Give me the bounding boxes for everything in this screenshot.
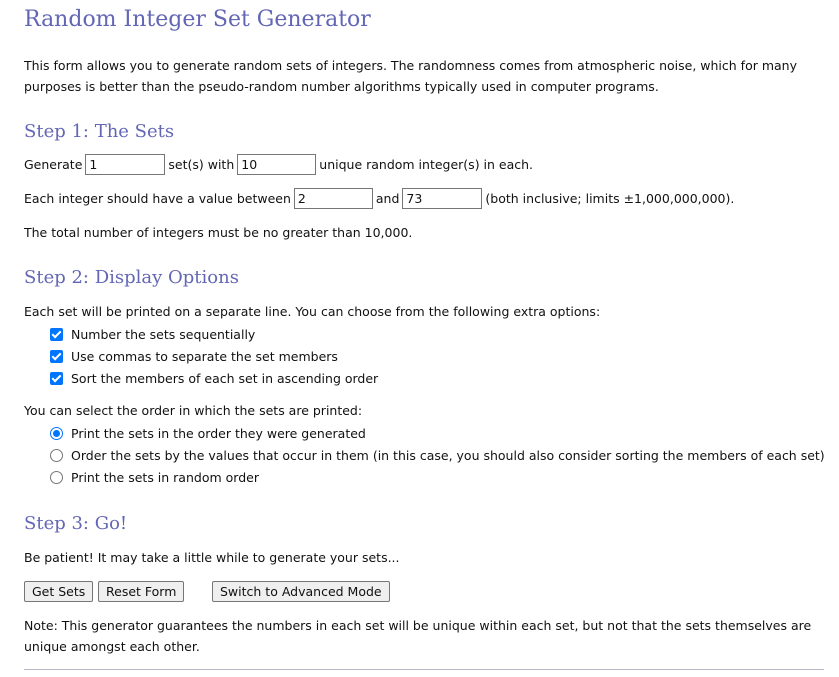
- integers-per-set-input[interactable]: [237, 154, 316, 175]
- page-title: Random Integer Set Generator: [24, 7, 371, 32]
- sets-count-input[interactable]: [85, 154, 165, 175]
- order-intro: You can select the order in which the sets are printed:: [24, 403, 363, 418]
- range-and-label: and: [375, 190, 400, 206]
- checkbox-checked-icon[interactable]: [50, 372, 63, 385]
- order-generated-option[interactable]: [50, 422, 366, 444]
- step3-heading: Step 3: Go!: [24, 513, 128, 534]
- radio-selected-icon[interactable]: [50, 427, 63, 440]
- max-value-input[interactable]: [402, 188, 482, 209]
- number-sets-option[interactable]: [50, 323, 255, 345]
- divider: [24, 669, 824, 670]
- order-generated-label: Print the sets in the order they were generated: [71, 425, 366, 441]
- order-by-values-label: Order the sets by the values that occur in them (in this case, you should also consider sorting the members of each set): [71, 447, 825, 463]
- order-random-label: Print the sets in random order: [71, 469, 259, 485]
- unique-integers-label: unique random integer(s) in each.: [319, 156, 534, 172]
- radio-unselected-icon[interactable]: [50, 471, 63, 484]
- min-value-input[interactable]: [294, 188, 373, 209]
- range-row: [24, 186, 734, 210]
- radio-unselected-icon[interactable]: [50, 449, 63, 462]
- intro-text: This form allows you to generate random sets of integers. The randomness comes from atmospheric noise, which for many purposes is better than the pseudo-random number algorithms typically used in computer programs.: [24, 58, 797, 94]
- use-commas-label: Use commas to separate the set members: [71, 348, 338, 364]
- use-commas-option[interactable]: [50, 345, 338, 367]
- total-limit-note: The total number of integers must be no greater than 10,000.: [24, 225, 413, 240]
- sort-members-option[interactable]: [50, 367, 378, 389]
- get-sets-button[interactable]: Get Sets: [24, 581, 93, 602]
- step2-heading: Step 2: Display Options: [24, 267, 239, 288]
- checkbox-checked-icon[interactable]: [50, 328, 63, 341]
- order-random-option[interactable]: [50, 466, 259, 488]
- number-sets-label: Number the sets sequentially: [71, 326, 256, 342]
- uniqueness-note: Note: This generator guarantees the numbers in each set will be unique within each set, but not that the sets themselves are unique amongst each other.: [24, 618, 812, 654]
- step1-heading: Step 1: The Sets: [24, 121, 175, 142]
- patience-text: Be patient! It may take a little while to generate your sets...: [24, 550, 400, 565]
- range-limits-label: (both inclusive; limits ±1,000,000,000).: [485, 190, 735, 206]
- order-by-values-option[interactable]: [50, 444, 825, 466]
- sets-with-label: set(s) with: [168, 156, 235, 172]
- generate-label: Generate: [24, 156, 83, 172]
- display-options-intro: Each set will be printed on a separate line. You can choose from the following extra options:: [24, 304, 601, 319]
- checkbox-checked-icon[interactable]: [50, 350, 63, 363]
- sort-members-label: Sort the members of each set in ascending order: [71, 370, 379, 386]
- advanced-mode-button[interactable]: Switch to Advanced Mode: [212, 581, 390, 602]
- range-label: Each integer should have a value between: [24, 190, 291, 206]
- sets-count-row: [24, 152, 533, 176]
- reset-form-button[interactable]: Reset Form: [98, 581, 184, 602]
